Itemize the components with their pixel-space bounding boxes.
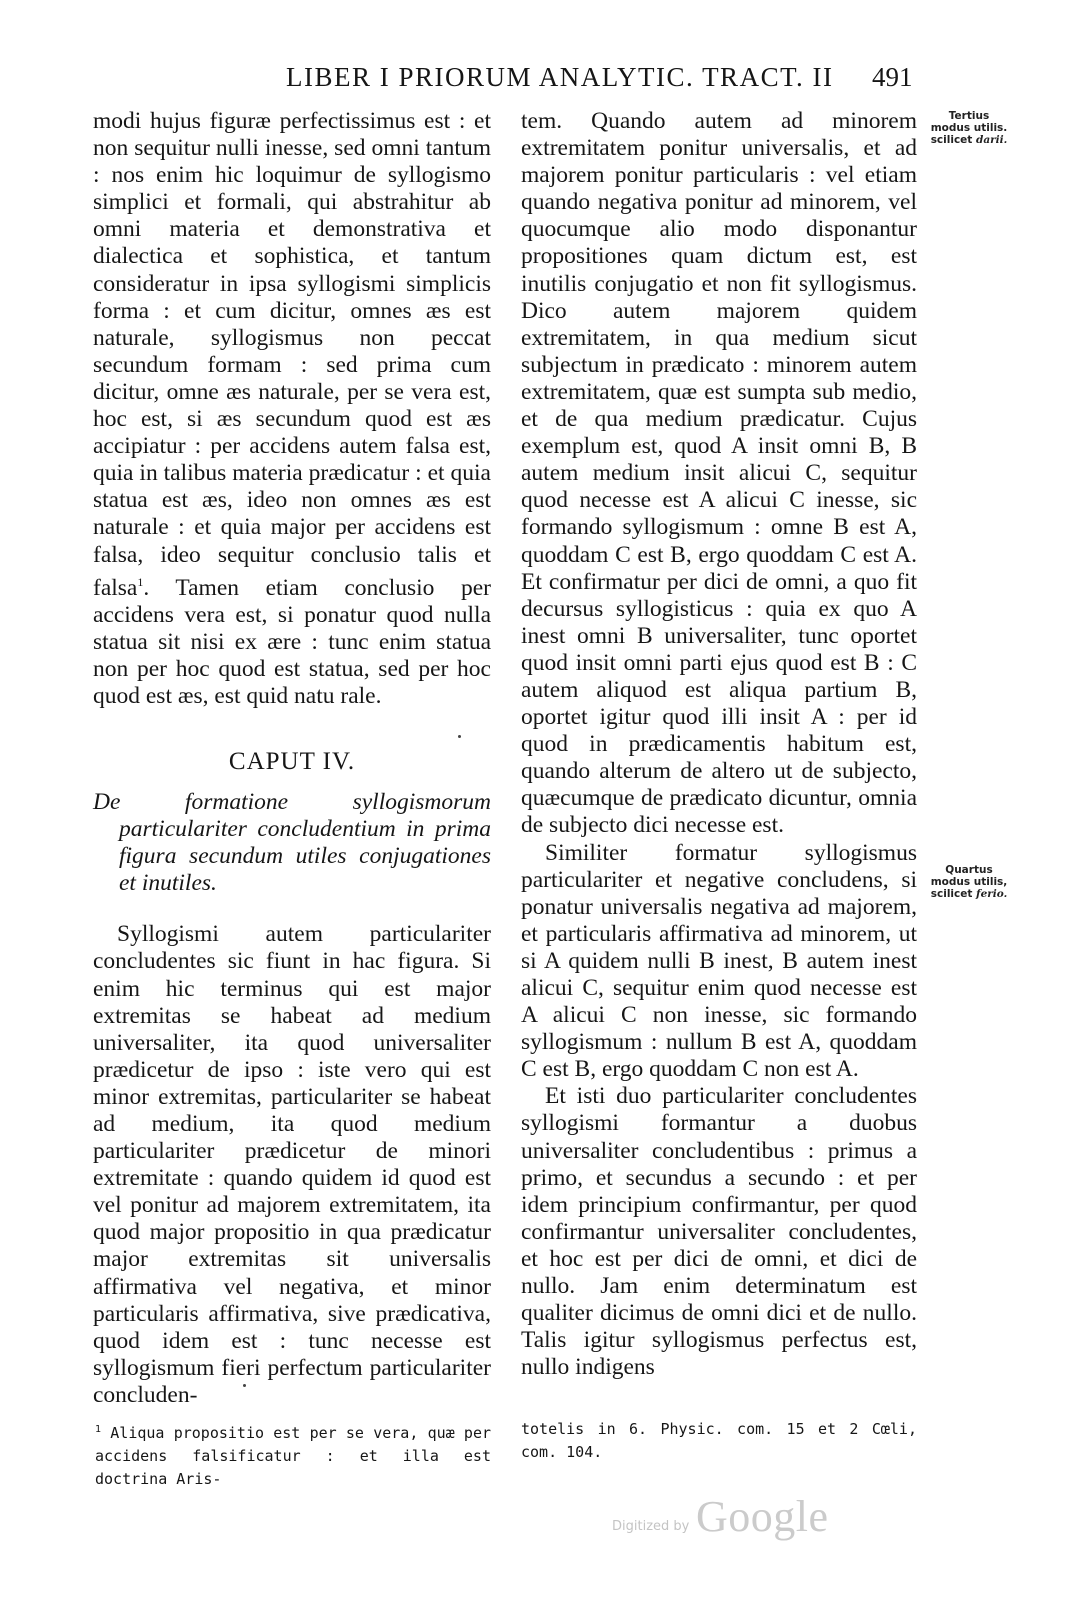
running-header bbox=[0, 62, 1066, 92]
left-paragraph-2: Syllogismi autem particulariter concludentes sic fiunt in hac figura. Si enim hic terminus qui est major extremitas se habeat ad medium universaliter, ita quod universaliter prædicetur de ipso : iste vero qui est minor extremitas, particulariter se habeat ad medium, ita quod medium particulariter prædicetur de minori extremitate : quando quidem id quod est vel ponitur ad majorem extremitatem, ita quod major propositio in qua prædicatur major extremitas sit universalis affirmativa vel negativa, et minor particularis affirmativa, sive prædicativa, quod idem est : tunc necesse est syllogismum fieri perfectum particulariter concluden- bbox=[93, 921, 491, 1408]
margin-note-darii bbox=[928, 110, 1010, 146]
margin-note-ferio-text: Quartus modus utilis, scilicet bbox=[930, 864, 1008, 900]
google-watermark bbox=[612, 1492, 852, 1547]
left-paragraph-1 bbox=[93, 108, 491, 710]
footnote-mark: 1 bbox=[95, 1424, 102, 1435]
chapter-title: CAPUT IV. bbox=[228, 747, 356, 775]
right-column bbox=[521, 108, 917, 1381]
left-paragraph-1-tail: . Tamen etiam conclusio per accidens vera est, si ponatur quod nulla statua sit nisi ex ære : tunc enim statua non per hoc quod est statua, sed per hoc quod est æs, est quid natu rale. bbox=[93, 574, 491, 709]
footnote-reference: 1 bbox=[137, 574, 144, 589]
page-number: 491 bbox=[872, 62, 913, 92]
print-speck bbox=[458, 735, 461, 738]
chapter-subtitle: De formatione syllogismorum particulariter concludentium in prima figura secundum utiles conjugationes et inutiles. bbox=[93, 788, 491, 897]
footnote-right: totelis in 6. Physic. com. 15 et 2 Cœli, com. 104. bbox=[521, 1420, 917, 1461]
footnote-left-text: Aliqua propositio est per se vera, quæ per accidens falsificatur : et illa est doctrina Aris- bbox=[95, 1424, 492, 1488]
running-title: LIBER I PRIORUM ANALYTIC. TRACT. II bbox=[286, 62, 834, 92]
right-paragraph-1: tem. Quando autem ad minorem extremitatem ponitur universalis, et ad majorem ponitur particularis : vel etiam quando negativa ponitur ad minorem, vel quocumque alio modo disponantur propositiones quam dictum est, est inutilis conjugatio et non fit syllogismus. Dico autem majorem quidem extremitatem, in qua medium sicut subjectum in prædicato : minorem autem extremitatem, quæ est sumpta sub medio, et de qua medium prædicatur. Cujus exemplum est, quod A insit omni B, B autem medium insit alicui C, sequitur quod necesse est A alicui C inesse, sic formando syllogismum : omne B est A, quoddam C est B, ergo quoddam C est A. Et confirmatur per dici de omni, a quo fit decursus syllogisticus : quia ex quo A inest omni B universaliter, tunc oportet quod insit omni parti ejus quod est B : C autem aliquod est aliqua partium B, oportet igitur quod illi insit A : per id quod in prædicamentis habitum est, quando alterum de altero ut de subjecto, quæcumque de prædicato dicuntur, omnia de subjecto dici necesse est. bbox=[521, 108, 917, 839]
left-column bbox=[93, 108, 491, 1409]
left-paragraph-1-text: modi hujus figuræ perfectissimus est : et non sequitur nulli inesse, sed omni tantum : nos enim hic loquimur de syllogismo simplici et formali, qui abstrahitur ab omni materia et demonstrativa et dialectica et sophistica, et tantum consideratur in ipsa syllogismi simplicis forma : et cum dicitur, omnes æs est naturale, syllogismus non peccat secundum formam : sed prima cum dicitur, omne æs naturale, per se vera est, hoc est, si æs secundum quod est æs accipiatur : per accidens autem falsa est, quia in talibus materia prædicatur : et quia statua est æs, ideo non omnes æs est naturale : et quia major per accidens est falsa, ideo sequitur conclusio talis et falsa bbox=[93, 108, 491, 601]
margin-note-ferio-term: ferio. bbox=[976, 888, 1008, 900]
margin-note-darii-term: darii. bbox=[975, 134, 1008, 146]
right-paragraph-3: Et isti duo particulariter concludentes syllogismi formantur a duobus universaliter concludentibus : primus a primo, et secundus a secundo : et per idem principium confirmantur, per quod confirmantur universaliter concludentes, et hoc est per dici de omni, et dici de nullo. Jam enim determinatum est qualiter dicimus de omni dici et de nullo. Talis igitur syllogismus perfectus est, nullo indigens bbox=[521, 1083, 917, 1381]
margin-note-darii-text: Tertius modus utilis. scilicet bbox=[930, 110, 1008, 146]
google-logo: Google bbox=[696, 1492, 829, 1541]
print-speck bbox=[243, 1384, 246, 1387]
footnote-left bbox=[95, 1418, 491, 1491]
watermark-prefix: Digitized by bbox=[612, 1519, 690, 1534]
margin-note-ferio bbox=[928, 864, 1010, 900]
right-paragraph-2: Similiter formatur syllogismus particulariter et negative concludens, si ponatur universalis negativa ad majorem, et particularis affirmativa ad minorem, ut si A quidem nulli B inest, B autem inest alicui C, sequitur enim quod necesse est A alicui C non inesse, sic formando syllogismum : nullum B est A, quoddam C est B, ergo quoddam C non est A. bbox=[521, 839, 917, 1083]
